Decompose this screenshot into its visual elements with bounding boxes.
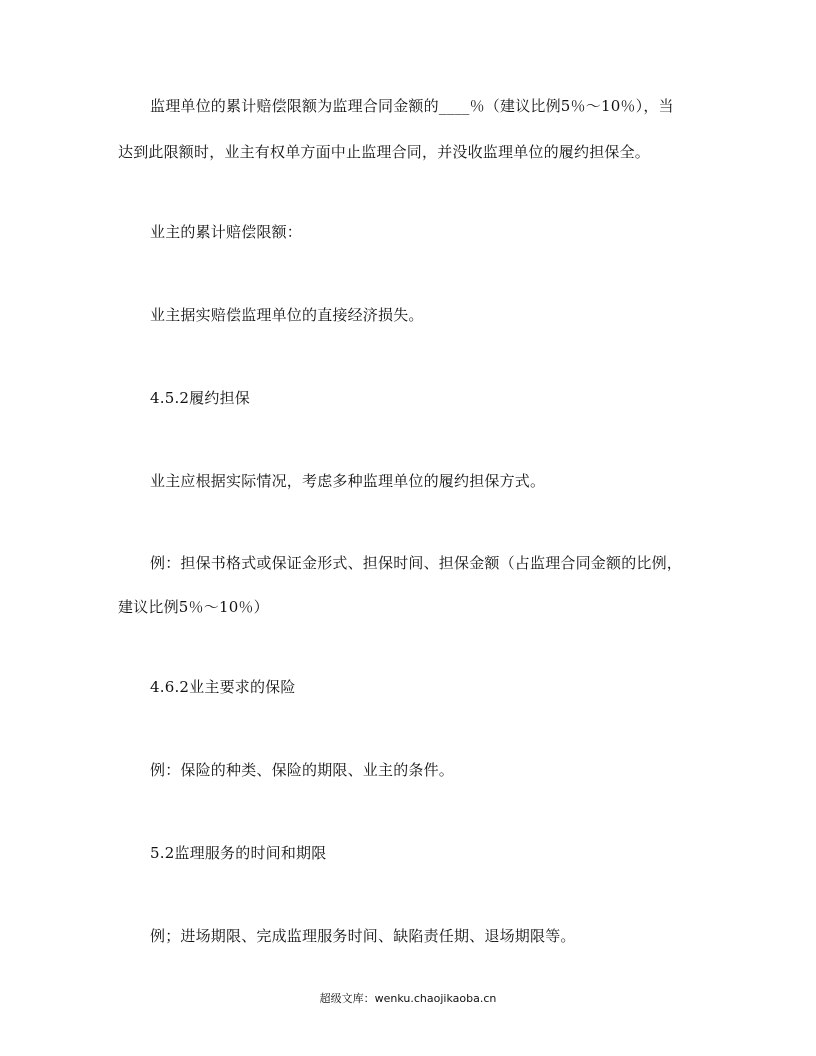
paragraph-line-3: 业主的累计赔偿限额： bbox=[150, 223, 303, 241]
paragraph-line-4: 业主据实赔偿监理单位的直接经济损失。 bbox=[150, 306, 424, 324]
paragraph-line-6: 业主应根据实际情况，考虑多种监理单位的履约担保方式。 bbox=[150, 472, 546, 490]
footer-label: 超级文库： bbox=[319, 992, 375, 1005]
section-heading-5-2: 5.2监理服务的时间和期限 bbox=[150, 844, 327, 862]
paragraph-line-10: 例：保险的种类、保险的期限、业主的条件。 bbox=[150, 761, 455, 779]
paragraph-line-2: 达到此限额时，业主有权单方面中止监理合同，并没收监理单位的履约担保全。 bbox=[118, 143, 651, 161]
paragraph-line-8: 建议比例5％～10％） bbox=[118, 598, 269, 616]
section-heading-4-6-2: 4.6.2业主要求的保险 bbox=[150, 678, 296, 696]
paragraph-line-1: 监理单位的累计赔偿限额为监理合同金额的____％（建议比例5％～10％），当 bbox=[150, 97, 674, 115]
footer-url[interactable]: wenku.chaojikaoba.cn bbox=[374, 992, 497, 1005]
paragraph-line-7: 例：担保书格式或保证金形式、担保时间、担保金额（占监理合同金额的比例， bbox=[150, 554, 683, 572]
page-footer bbox=[0, 992, 816, 1006]
section-heading-4-5-2: 4.5.2履约担保 bbox=[150, 389, 250, 407]
paragraph-line-12: 例；进场期限、完成监理服务时间、缺陷责任期、退场期限等。 bbox=[150, 927, 576, 945]
